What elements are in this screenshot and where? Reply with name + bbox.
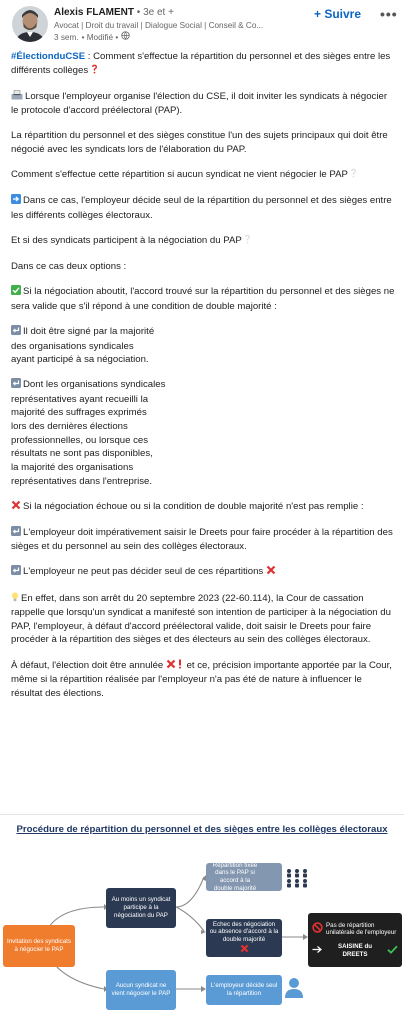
dreets-result-box: [308, 913, 402, 967]
return-arrow-icon: [11, 565, 21, 580]
post-paragraph-1: [11, 50, 395, 78]
return-arrow-icon: [11, 378, 21, 393]
post-paragraph-3: La répartition du personnel et des sièges constitue l'un des sujets principaux qui doit être négocié avec les syndicats lors de l'élaboration du PAP.: [11, 130, 388, 156]
post-paragraph-14: [11, 592, 395, 647]
diagram-title: Procédure de répartition du personnel et des sièges entre les collèges électoraux: [16, 824, 388, 835]
right-arrow-icon: [11, 194, 21, 209]
post-paragraph-8: [11, 285, 395, 313]
post-meta: [54, 31, 130, 44]
paragraph-text: En effet, dans son arrêt du 20 septembre 2023 (22-60.114), la Cour de cassation rappelle que lorsqu'un syndicat a manifesté son intention de participer à la négociation du PAP, l'employeur, à défaut d'accord préélectoral valide, doit saisir le Dreets pour faire procéder à la répartition des sièges et des électeurs au sein des collèges électoraux.: [11, 592, 391, 646]
paragraph-text: et ce, précision importante apportée par la Cour, même si la répartition réalisée par l'employeur n'a pas été de nature à influencer le résultat des élections.: [11, 659, 392, 699]
au-moins-label: Au moins un syndicat participe à la négociation du PAP: [111, 896, 171, 919]
employeur-seul-label: L'employeur décide seul la répartition: [210, 982, 278, 997]
paragraph-text: Dans ce cas, l'employeur décide seul de la répartition du personnel et des sièges entre les différents collèges électoraux.: [11, 195, 392, 221]
pas-de-repartition-row: [312, 922, 398, 938]
red-cross-icon: [11, 500, 21, 515]
post-paragraph-11: [11, 500, 395, 515]
person-icon: [284, 977, 304, 1004]
white-question-icon: [350, 168, 357, 183]
people-group-icon: [284, 867, 310, 894]
white-question-icon: [244, 234, 251, 249]
author-headline: Avocat | Droit du travail | Dialogue Social | Conseil & Co...: [54, 21, 264, 30]
exclamation-icon: [178, 659, 182, 674]
paragraph-text: À défaut, l'élection doit être annulée: [11, 659, 164, 671]
invitation-box: [3, 925, 75, 967]
avatar[interactable]: [12, 6, 48, 42]
follow-button[interactable]: + Suivre: [314, 7, 362, 21]
invitation-label: Invitation des syndicats à négocier le PAP: [7, 938, 71, 953]
post-paragraph-6: [11, 234, 395, 249]
return-arrow-icon: [11, 325, 21, 340]
paragraph-text: L'employeur ne peut pas décider seul de ces répartitions: [23, 566, 264, 578]
paragraph-text: : Comment s'effectue la répartition du personnel et des sièges entre les différents collèges: [11, 51, 391, 76]
aucun-syndicat-box: [106, 970, 176, 1010]
post-paragraph-9: [11, 325, 395, 367]
red-cross-icon: [166, 659, 176, 674]
paragraph-text: Et si des syndicats participent à la négociation du PAP: [11, 234, 242, 246]
saisine-label: SAISINE du DREETS: [337, 943, 373, 958]
more-options-icon[interactable]: •••: [380, 6, 398, 22]
check-mark-icon: [11, 285, 21, 300]
connection-degree: • 3e et +: [136, 7, 174, 18]
paragraph-text: Lorsque l'employeur organise l'élection du CSE, il doit inviter les syndicats à négocier le protocole d'accord préélectoral (PAP).: [11, 90, 388, 117]
paragraph-text: Dont les organisations syndicales représentatives ayant recueilli la majorité des suffrages exprimés lors des dernières élections professionnelles, ou lorsque ces résultats ne sont pas disponibles, la majorité des organisations représentatives dans l'entreprise.: [11, 379, 166, 487]
post-paragraph-4: [11, 168, 395, 183]
post-image[interactable]: [0, 814, 404, 1024]
ballot-box-icon: [11, 90, 23, 105]
author-name[interactable]: [54, 6, 174, 20]
post-paragraph-10: [11, 378, 395, 488]
prohibited-icon: [312, 922, 323, 936]
echec-label: Echec des négociation ou absence d'accord à la double majorité: [209, 920, 279, 943]
post-paragraph-7: Dans ce cas deux options :: [11, 261, 127, 273]
saisine-row: [312, 943, 398, 959]
repartition-fixee-box: [206, 863, 282, 891]
aucun-label: Aucun syndicat ne vient négocier le PAP: [111, 982, 171, 997]
paragraph-text: Comment s'effectue cette répartition si aucun syndicat ne vient négocier le PAP: [11, 169, 348, 181]
arrow-right-icon: [312, 945, 323, 957]
post-paragraph-5: [11, 194, 395, 222]
employeur-decide-box: [206, 975, 282, 1005]
light-bulb-icon: [11, 592, 19, 607]
red-cross-icon: [266, 565, 276, 580]
post-time: 3 sem.: [54, 32, 79, 42]
post-header: [0, 0, 404, 50]
check-mark-icon: [387, 945, 398, 957]
paragraph-text: Il doit être signé par la majorité des organisations syndicales ayant participé à sa négociation.: [11, 325, 155, 366]
paragraph-text: L'employeur doit impérativement saisir le Dreets pour faire procéder à la répartition des sièges et du personnel au sein des collèges électoraux.: [11, 526, 393, 553]
post-paragraph-15: [11, 659, 395, 701]
return-arrow-icon: [11, 526, 21, 541]
red-cross-icon: [240, 944, 249, 956]
post-paragraph-2: [11, 90, 395, 118]
post-paragraph-12: [11, 526, 395, 554]
post-modified: • Modifié •: [81, 32, 119, 42]
pas-de-repartition-label: Pas de répartition unilatérale de l'employeur: [326, 921, 397, 937]
echec-negociation-box: [206, 919, 282, 957]
paragraph-text: Si la négociation échoue ou si la condition de double majorité n'est pas remplie :: [23, 500, 364, 512]
globe-icon: [121, 31, 130, 44]
au-moins-un-syndicat-box: [106, 888, 176, 928]
hashtag-link[interactable]: #ÉlectionduCSE: [11, 51, 86, 62]
post-paragraph-13: [11, 565, 395, 580]
red-question-icon: [91, 64, 98, 79]
author-name-text[interactable]: Alexis FLAMENT: [54, 7, 135, 18]
post-body: [11, 50, 395, 712]
paragraph-text: Si la négociation aboutit, l'accord trouvé sur la répartition du personnel et des sièges ne sera valide que s'il répond à une condition de double majorité :: [11, 286, 395, 312]
repartition-fixee-label: Répartition fixée dans le PAP si accord à la double majorité: [212, 861, 258, 892]
